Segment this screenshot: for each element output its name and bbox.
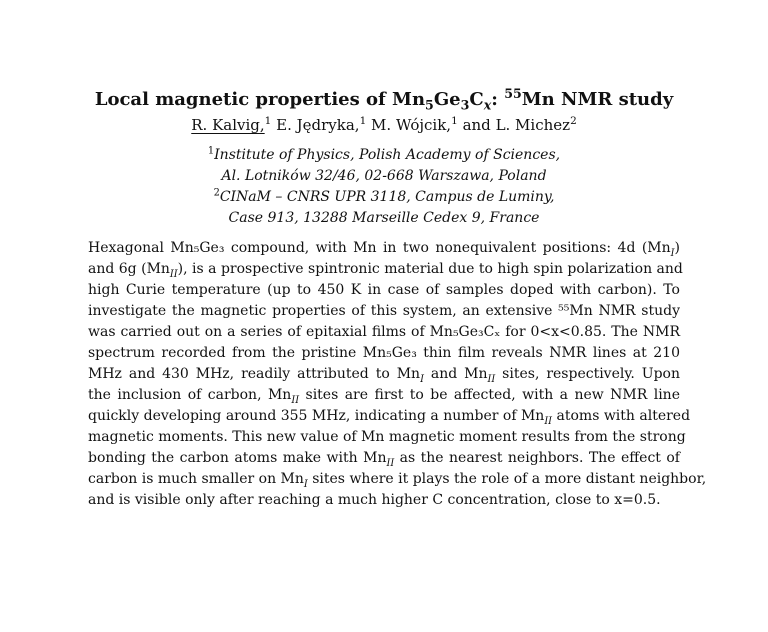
abstract-line: carbon is much smaller on $Mn_I$ sites where it plays the role of a more distant neighbor, xyxy=(88,471,707,490)
affiliation-2-address: Case 913, 13288 Marseille Cedex 9, France xyxy=(228,210,540,226)
abstract-line: spectrum recorded from the pristine Mn₅Ge₃ thin film reveals NMR lines at 210 xyxy=(88,345,680,361)
abstract-line: investigate the magnetic properties of this system, an extensive ⁵⁵Mn NMR study xyxy=(88,303,680,319)
abstract-line: Hexagonal Mn₅Ge₃ compound, with Mn in two nonequivalent positions: 4d $(Mn_I)$ xyxy=(88,240,680,259)
abstract-line: quickly developing around 355 MHz, indicating a number of $Mn_{II}$ atoms with altered xyxy=(88,408,691,427)
presenting-author: R. Kalvig, xyxy=(191,116,265,134)
abstract-line: and 6g $(Mn_{II})$, is a prospective spintronic material due to high spin polarization and xyxy=(88,261,683,280)
author: L. Michez xyxy=(495,116,571,134)
author: M. Wójcik, xyxy=(371,116,452,134)
abstract-line: magnetic moments. This new value of Mn magnetic moment results from the strong xyxy=(88,429,686,445)
abstract-line: was carried out on a series of epitaxial films of Mn₅Ge₃Cₓ for 0<x<0.85. The NMR xyxy=(88,324,680,340)
abstract xyxy=(88,238,707,511)
abstract-line: high Curie temperature (up to 450 K in case of samples doped with carbon). To xyxy=(88,282,680,298)
affiliation-1: $^1$Institute of Physics, Polish Academy of Sciences, xyxy=(207,145,561,163)
abstract-line: MHz and 430 MHz, readily attributed to $Mn_I$ and $Mn_{II}$ sites, respectively. Upon xyxy=(88,366,680,385)
abstract-line: the inclusion of carbon, $Mn_{II}$ sites are first to be affected, with a new NMR line xyxy=(88,387,680,406)
affiliation-2: $^2$CINaM – CNRS UPR 3118, Campus de Luminy, xyxy=(213,187,555,205)
author: E. Jędryka, xyxy=(276,116,360,134)
paper-title: Local magnetic properties of $Mn_5Ge_3C_x$: $^{55}$Mn NMR study xyxy=(94,86,674,113)
abstract-line: and is visible only after reaching a much higher C concentration, close to x=0.5. xyxy=(88,492,661,508)
affiliation-1-address: Al. Lotników 32/46, 02-668 Warszawa, Poland xyxy=(221,168,547,184)
author-list: R. Kalvig,$^1$ E. Jędryka,$^1$ M. Wójcik,$^1$ and L. Michez$^2$ xyxy=(191,115,577,134)
abstract-line: bonding the carbon atoms make with $Mn_{II}$ as the nearest neighbors. The effect of xyxy=(88,450,680,469)
